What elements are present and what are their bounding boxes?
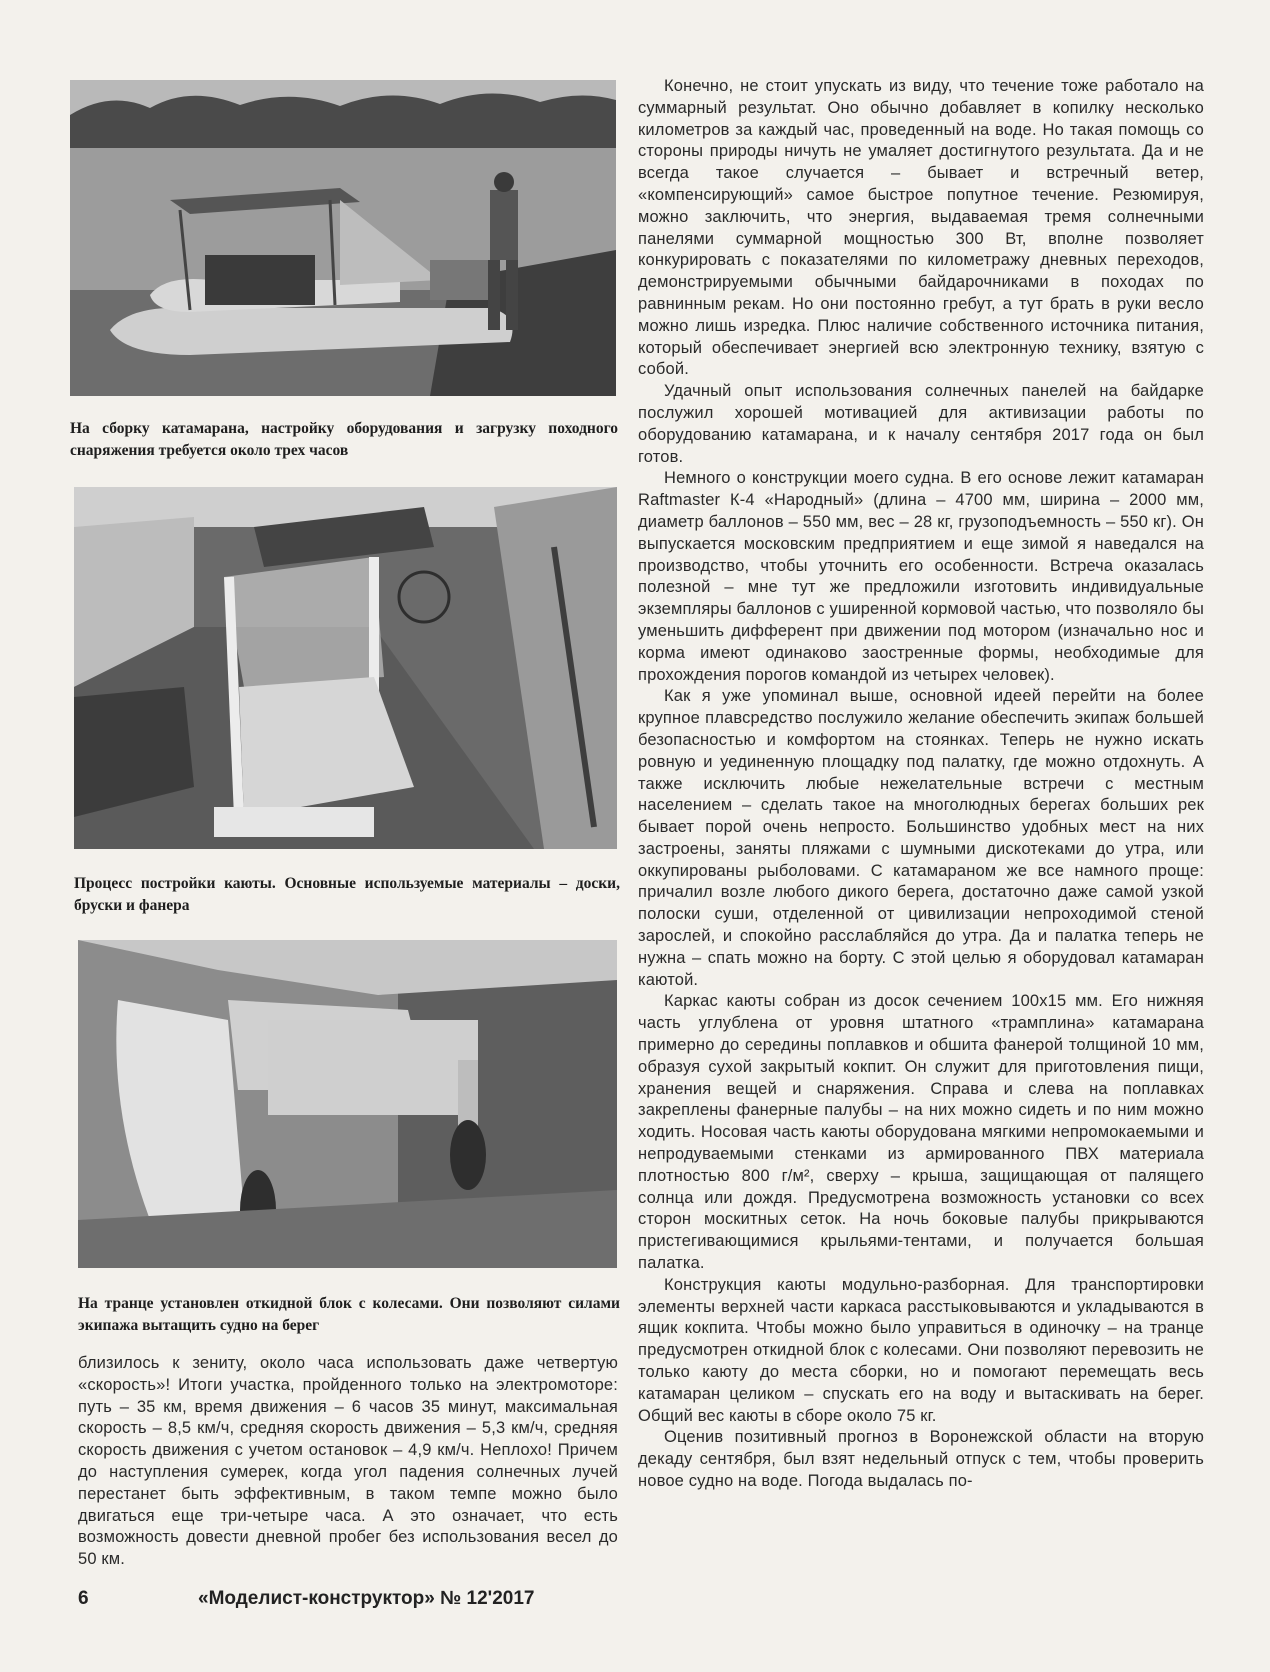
- paragraph: Конечно, не стоит упускать из виду, что течение тоже работало на суммарный результат. Оно обычно добавляет в копилку несколько километров за каждый час, проведенный на воде. Но такая помощь со стороны природы ничуть не умаляет достигнутого результата. Да и не всегда такое случается – бывает и встречный ветер, «компенсирующий» самое быстрое попутное течение. Резюмируя, можно заключить, что энергия, выдаваемая тремя солнечными панелями суммарной мощностью 300 Вт, вполне позволяет конкурировать с показателями по километражу дневных переходов, демонстрируемыми обычными байдарочниками в походах по равнинным рекам. Но они постоянно гребут, а тут брать в руки весло можно лишь изредка. Плюс наличие собственного источника питания, который обеспечивает энергией всю электронную технику, взятую с собой.: [638, 77, 1204, 379]
- photo-caption: На сборку катамарана, настройку оборудования и загрузку походного снаряжения требуется около трех часов: [70, 420, 618, 459]
- left-column-text: [78, 1353, 618, 1571]
- magazine-title: «Моделист-конструктор» № 12'2017: [198, 1588, 535, 1609]
- photo-caption: На транце установлен откидной блок с колесами. Они позволяют силами экипажа вытащить судно на берег: [78, 1295, 620, 1334]
- paragraph: Оценив позитивный прогноз в Воронежской области на вторую декаду сентября, был взят недельный отпуск с тем, чтобы проверить новое судно на воде. Погода выдалась по-: [638, 1428, 1204, 1490]
- paragraph: Как я уже упоминал выше, основной идеей перейти на более крупное плавсредство послужило желание обеспечить экипаж большей безопасностью и комфортом на стоянках. Теперь не нужно искать ровную и уединенную площадку под палатку, где можно отдохнуть. А также исключить любые нежелательные встречи с местным населением – сделать такое на многолюдных берегах больших рек бывает порой очень непросто. Большинство удобных мест на них застроены, заняты пляжами с шумными дискотеками до утра, или оккупированы рыболовами. С катамараном же все намного проще: причалил возле любого дикого берега, достаточно даже самой узкой полоски суши, отделенной от цивилизации непроходимой стеной зарослей, и спокойно расслабляйся до утра. Да и палатка теперь не нужна – спать можно на борту. С этой целью я оборудовал катамаран каютой.: [638, 687, 1204, 989]
- paragraph: Каркас каюты собран из досок сечением 100х15 мм. Его нижняя часть углублена от уровня штатного «трамплина» катамарана примерно до середины поплавков и обшита фанерой толщиной 10 мм, образуя сухой закрытый кокпит. Он служит для приготовления пищи, хранения вещей и снаряжения. Справа и слева на поплавках закреплены фанерные палубы – на них можно сидеть и по ним можно ходить. Носовая часть каюты оборудована мягкими непромокаемыми и непродуваемыми стенками из армированного ПВХ материала плотностью 800 г/м², сверху – крыша, защищающая от палящего солнца или дождя. Предусмотрена возможность установки со всех сторон москитных сеток. На ночь боковые палубы прикрываются пристегивающимися крыльями-тентами, и получается большая палатка.: [638, 992, 1204, 1273]
- transom-wheels-photo: [78, 940, 617, 1268]
- right-column-text: [638, 76, 1204, 1493]
- cabin-construction-photo: [74, 487, 617, 849]
- paragraph: Немного о конструкции моего судна. В его основе лежит катамаран Raftmaster К-4 «Народный» (длина – 4700 мм, ширина – 2000 мм, диаметр баллонов – 550 мм, вес – 28 кг, грузоподъемность – 550 кг). Он выпускается московским предприятием и еще зимой я наведался на производство, чтобы уточнить его особенности. Встреча оказалась полезной – мне тут же предложили изготовить индивидуальные экземпляры баллонов с уширенной кормовой частью, что позволяло бы уменьшить дифферент при движении под мотором (изначально нос и корма имеют одинаково заостренные формы, необходимые для прохождения порогов командой из четырех человек).: [638, 469, 1204, 684]
- photo-caption: Процесс постройки каюты. Основные используемые материалы – доски, бруски и фанера: [74, 875, 620, 914]
- catamaran-on-river-photo: [70, 80, 616, 396]
- paragraph: Конструкция каюты модульно-разборная. Для транспортировки элементы верхней части каркаса расстыковываются и укладываются в ящик кокпита. Чтобы можно было управиться в одиночку – на транце предусмотрен откидной блок с колесами. Они позволяют перевозить не только каюту до места сборки, но и помогают перемещать весь катамаран целиком – спускать его на воду и вытаскивать на берег. Общий вес каюты в сборе около 75 кг.: [638, 1275, 1204, 1425]
- paragraph: близилось к зениту, около часа использовать даже четвертую «скорость»! Итоги участка, пройденного только на электромоторе: путь – 35 км, время движения – 6 часов 35 минут, максимальная скорость – 8,5 км/ч, средняя скорость движения – 5,3 км/ч, средняя скорость движения с учетом остановок – 4,9 км/ч. Неплохо! Причем до наступления сумерек, когда угол падения солнечных лучей перестанет быть эффективным, в таком темпе можно было двигаться еще три-четыре часа. А это означает, что есть возможность довести дневной пробег без использования весел до 50 км.: [78, 1354, 618, 1569]
- page-number: 6: [78, 1588, 89, 1609]
- paragraph: Удачный опыт использования солнечных панелей на байдарке послужил хорошей мотивацией для активизации работы по оборудованию катамарана, и к началу сентября 2017 года он был готов.: [638, 382, 1204, 466]
